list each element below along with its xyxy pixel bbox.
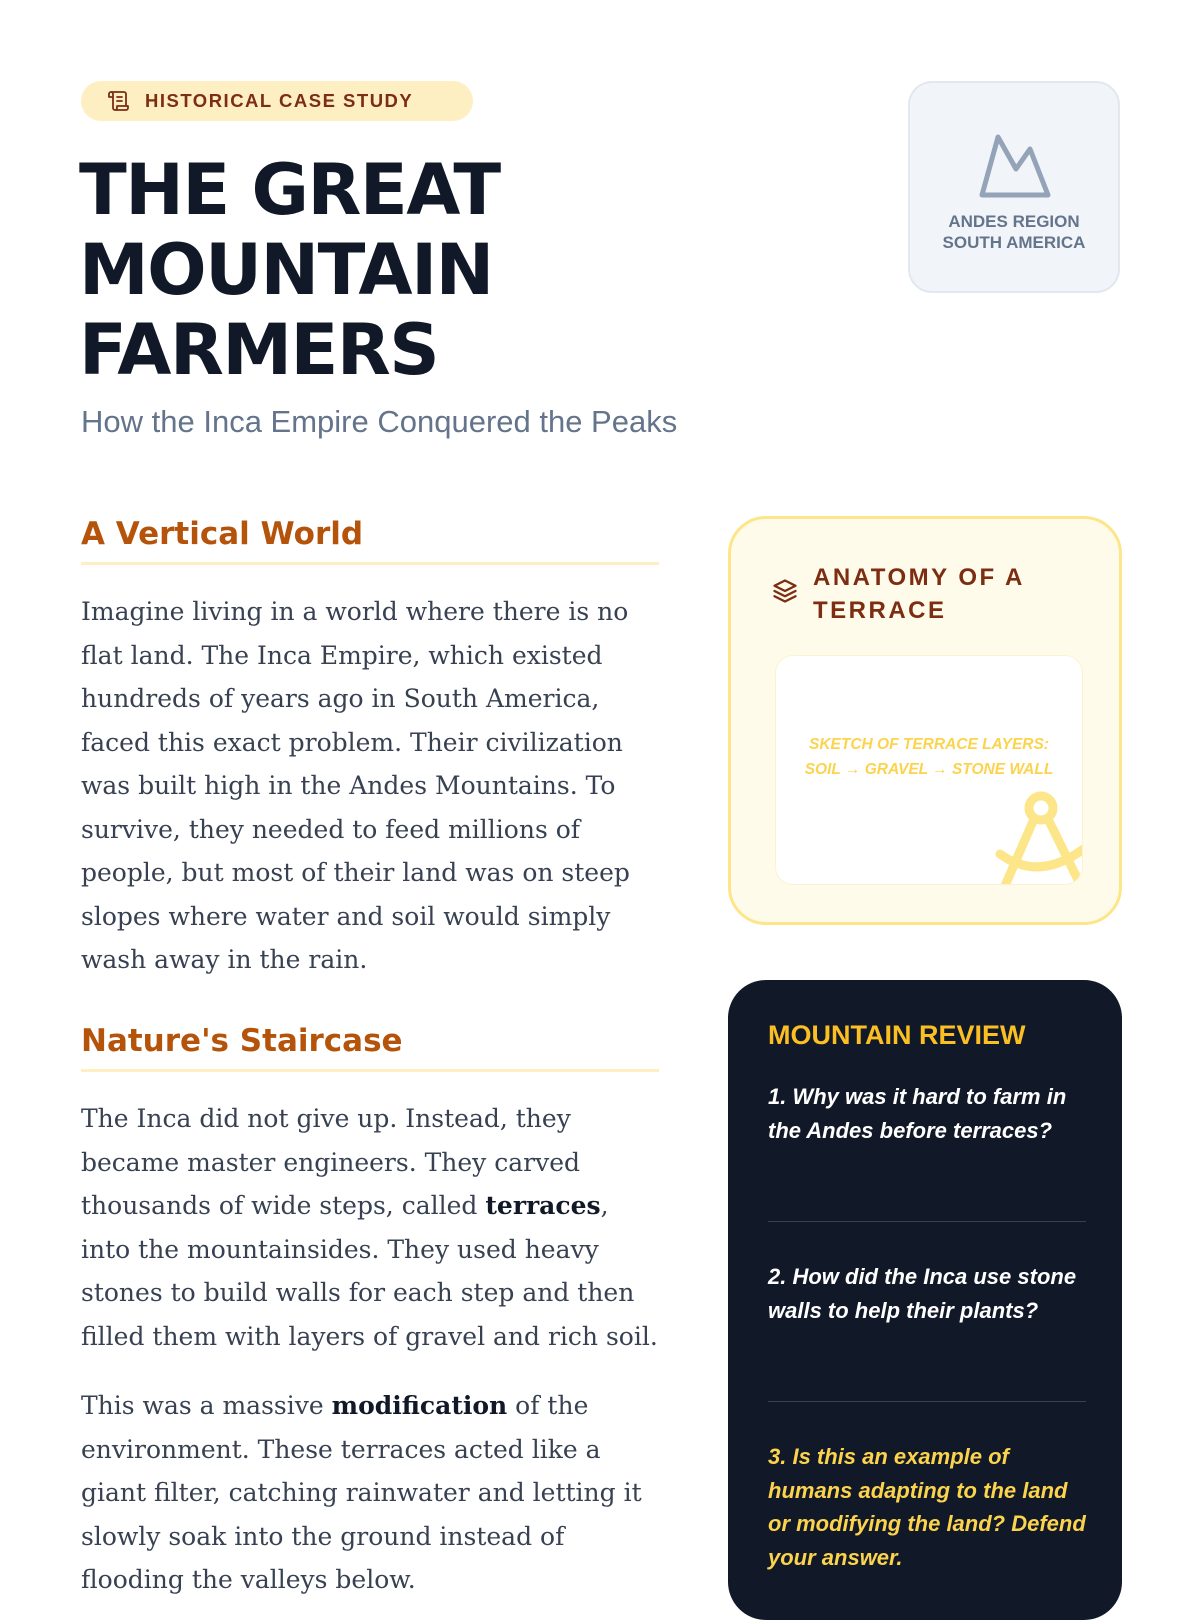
sketch-caption: SKETCH OF TERRACE LAYERS: SOIL → GRAVEL → STONE WALL bbox=[804, 736, 1054, 778]
region-card bbox=[908, 81, 1120, 293]
review-question: 2. How did the Inca use stone walls to help their plants? bbox=[768, 1264, 1077, 1323]
layers-icon bbox=[771, 577, 799, 605]
section-heading: Nature's Staircase bbox=[81, 1023, 659, 1072]
paragraph: Imagine living in a world where there is no flat land. The Inca Empire, which existed hundreds of years ago in South America, faced this exact problem. Their civilization was built high in the Andes Mountains. To survive, they needed to feed millions of people, but most of their land was on steep slopes where water and soil would simply wash away in the rain. bbox=[81, 597, 630, 974]
case-study-badge bbox=[81, 81, 473, 121]
paragraph-text: The Inca did not give up. Instead, they became master engineers. They carved thousands of wide steps, called bbox=[81, 1104, 581, 1220]
section-heading: A Vertical World bbox=[81, 516, 659, 565]
mountain-icon bbox=[976, 129, 1054, 201]
paragraph-text: of the environment. These terraces acted like a giant filter, catching rainwater and letting it slowly soak into the ground instead of flooding the valleys below. bbox=[81, 1391, 642, 1594]
paragraph-text: This was a massive bbox=[81, 1391, 332, 1420]
compass-drawing-icon bbox=[986, 784, 1083, 885]
term-modification: modification bbox=[331, 1391, 508, 1420]
sketch-placeholder bbox=[775, 655, 1083, 885]
title-line: THE GREAT bbox=[79, 149, 500, 231]
title-line: FARMERS bbox=[79, 309, 439, 391]
divider bbox=[768, 1221, 1086, 1222]
scroll-icon bbox=[107, 89, 131, 113]
review-question: 1. Why was it hard to farm in the Andes before terraces? bbox=[768, 1084, 1067, 1143]
review-card bbox=[728, 980, 1122, 1620]
page-title bbox=[79, 150, 500, 390]
review-question-highlight: 3. Is this an example of humans adapting to the land or modifying the land? Defend your answer. bbox=[768, 1444, 1086, 1570]
review-heading: MOUNTAIN REVIEW bbox=[768, 1020, 1026, 1050]
paragraph bbox=[81, 1097, 661, 1358]
page-subtitle: How the Inca Empire Conquered the Peaks bbox=[81, 404, 678, 439]
anatomy-card bbox=[728, 516, 1122, 925]
badge-label: HISTORICAL CASE STUDY bbox=[145, 90, 414, 111]
term-terraces: terraces bbox=[485, 1191, 601, 1220]
paragraph-text: , into the mountainsides. They used heavy stones to build walls for each step and then filled them with layers of gravel and rich soil. bbox=[81, 1191, 658, 1351]
divider bbox=[768, 1401, 1086, 1402]
paragraph bbox=[81, 1384, 661, 1602]
region-continent: SOUTH AMERICA bbox=[942, 233, 1086, 252]
anatomy-heading: ANATOMY OF A TERRACE bbox=[813, 564, 1024, 624]
title-line: MOUNTAIN bbox=[79, 229, 493, 311]
region-name: ANDES REGION bbox=[948, 212, 1080, 231]
